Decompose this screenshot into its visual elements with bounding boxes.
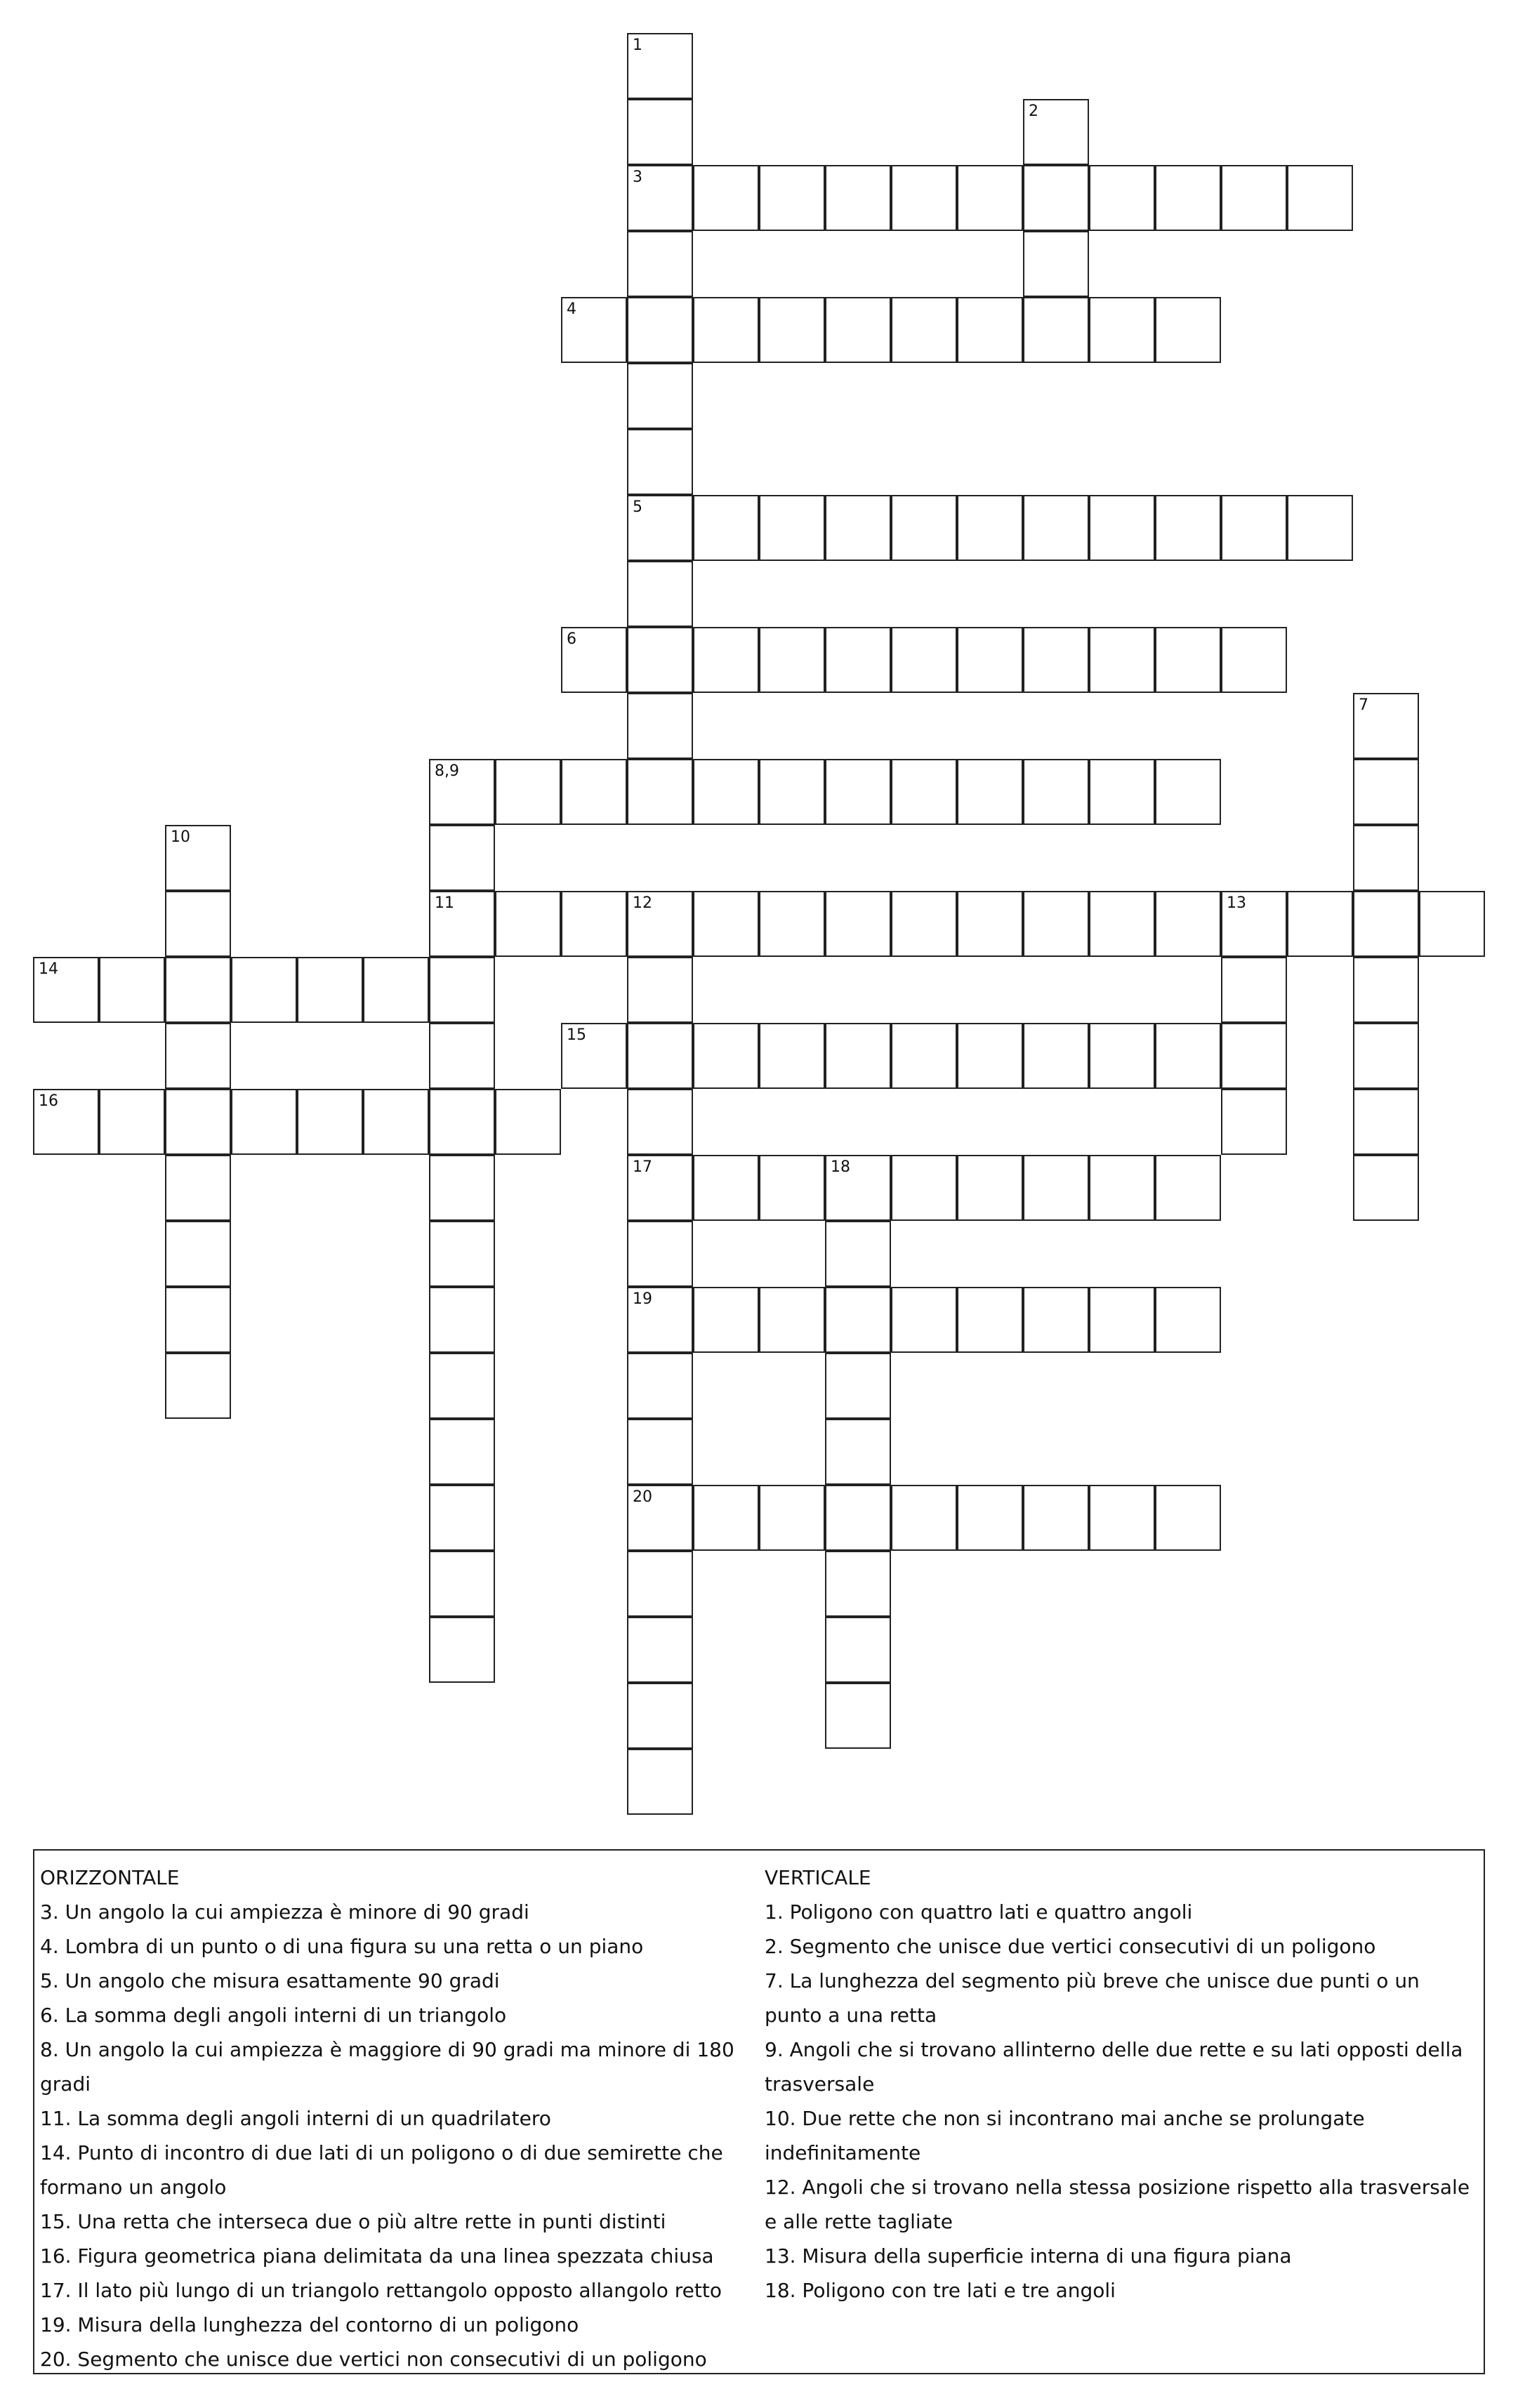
- crossword-cell[interactable]: [825, 1485, 891, 1551]
- clue-number: 5: [633, 498, 642, 516]
- clue-number: 17: [633, 1158, 652, 1176]
- across-clue: 3. Un angolo la cui ampiezza è minore di 90 gradi: [40, 1900, 529, 1924]
- crossword-cell[interactable]: [429, 891, 495, 957]
- crossword-cell[interactable]: [825, 1155, 891, 1221]
- crossword-cell[interactable]: [825, 165, 891, 231]
- across-clue: 20. Segmento che unisce due vertici non consecutivi di un poligono: [40, 2348, 707, 2371]
- across-clue: 5. Un angolo che misura esattamente 90 gradi: [40, 1969, 500, 1992]
- crossword-cell[interactable]: [231, 1089, 297, 1155]
- crossword-cell[interactable]: [759, 1485, 825, 1551]
- crossword-cell[interactable]: [759, 165, 825, 231]
- crossword-cell[interactable]: [1353, 1089, 1419, 1155]
- crossword-cell[interactable]: [1155, 165, 1221, 231]
- crossword-cell[interactable]: [957, 495, 1023, 561]
- crossword-cell[interactable]: [165, 891, 231, 957]
- crossword-cell[interactable]: [1221, 627, 1287, 693]
- crossword-cell[interactable]: [429, 1023, 495, 1089]
- crossword-cell[interactable]: [1023, 1485, 1089, 1551]
- crossword-cell[interactable]: [693, 165, 759, 231]
- crossword-cell[interactable]: [759, 759, 825, 825]
- down-clue: 7. La lunghezza del segmento più breve che unisce due punti o un punto a una retta: [765, 1969, 1420, 2027]
- crossword-cell[interactable]: [1353, 891, 1419, 957]
- crossword-cell[interactable]: [429, 1287, 495, 1353]
- crossword-cell[interactable]: [429, 825, 495, 891]
- crossword-cell[interactable]: [429, 1551, 495, 1617]
- crossword-cell[interactable]: [693, 759, 759, 825]
- crossword-cell[interactable]: [561, 627, 627, 693]
- crossword-cell[interactable]: [825, 1023, 891, 1089]
- crossword-cell[interactable]: [825, 297, 891, 363]
- clue-number: 4: [567, 300, 576, 318]
- crossword-cell[interactable]: [1221, 495, 1287, 561]
- crossword-cell[interactable]: [1155, 1155, 1221, 1221]
- crossword-cell[interactable]: [1353, 759, 1419, 825]
- crossword-cell[interactable]: [1089, 297, 1155, 363]
- crossword-cell[interactable]: [561, 891, 627, 957]
- down-clue: 18. Poligono con tre lati e tre angoli: [765, 2279, 1116, 2302]
- across-heading: ORIZZONTALE: [40, 1866, 180, 1889]
- crossword-cell[interactable]: [1155, 495, 1221, 561]
- crossword-cell[interactable]: [561, 1023, 627, 1089]
- crossword-cell[interactable]: [957, 891, 1023, 957]
- clue-number: 3: [633, 168, 642, 186]
- crossword-cell[interactable]: [495, 891, 561, 957]
- crossword-cell[interactable]: [627, 627, 693, 693]
- crossword-cell[interactable]: [627, 33, 693, 99]
- crossword-cell[interactable]: [165, 1287, 231, 1353]
- crossword-cell[interactable]: [561, 759, 627, 825]
- crossword-cell[interactable]: [1155, 1485, 1221, 1551]
- crossword-cell[interactable]: [1023, 1155, 1089, 1221]
- crossword-cell[interactable]: [759, 627, 825, 693]
- crossword-cell[interactable]: [1221, 1089, 1287, 1155]
- crossword-cell[interactable]: [627, 1089, 693, 1155]
- crossword-cell[interactable]: [429, 1353, 495, 1419]
- down-clues: [765, 1860, 1474, 2308]
- crossword-cell[interactable]: [627, 1155, 693, 1221]
- down-clue: 13. Misura della superficie interna di una figura piana: [765, 2244, 1292, 2268]
- clue-number: 20: [633, 1488, 652, 1506]
- clue-number: 10: [171, 828, 190, 846]
- crossword-cell[interactable]: [1287, 165, 1353, 231]
- crossword-cell[interactable]: [825, 495, 891, 561]
- crossword-cell[interactable]: [627, 957, 693, 1023]
- crossword-cell[interactable]: [429, 759, 495, 825]
- crossword-cell[interactable]: [693, 1155, 759, 1221]
- crossword-cell[interactable]: [825, 1353, 891, 1419]
- crossword-cell[interactable]: [759, 1023, 825, 1089]
- crossword-cell[interactable]: [429, 1485, 495, 1551]
- crossword-cell[interactable]: [825, 627, 891, 693]
- crossword-cell[interactable]: [495, 1089, 561, 1155]
- crossword-cell[interactable]: [1023, 165, 1089, 231]
- crossword-cell[interactable]: [429, 1089, 495, 1155]
- crossword-cell[interactable]: [165, 1221, 231, 1287]
- crossword-cell[interactable]: [1353, 957, 1419, 1023]
- crossword-cell[interactable]: [825, 1551, 891, 1617]
- crossword-cell[interactable]: [891, 165, 957, 231]
- crossword-cell[interactable]: [627, 1485, 693, 1551]
- crossword-cell[interactable]: [231, 957, 297, 1023]
- crossword-cell[interactable]: [1023, 297, 1089, 363]
- crossword-cell[interactable]: [759, 297, 825, 363]
- clue-number: 11: [435, 894, 454, 912]
- across-clue: 16. Figura geometrica piana delimitata da una linea spezzata chiusa: [40, 2244, 714, 2268]
- crossword-cell[interactable]: [1287, 891, 1353, 957]
- crossword-cell[interactable]: [1023, 627, 1089, 693]
- down-heading: VERTICALE: [765, 1866, 871, 1889]
- crossword-cell[interactable]: [627, 891, 693, 957]
- crossword-cell[interactable]: [627, 1221, 693, 1287]
- crossword-cell[interactable]: [165, 1089, 231, 1155]
- crossword-cell[interactable]: [825, 1221, 891, 1287]
- crossword-cell[interactable]: [891, 1155, 957, 1221]
- crossword-cell[interactable]: [957, 1485, 1023, 1551]
- crossword-cell[interactable]: [627, 759, 693, 825]
- crossword-cell[interactable]: [627, 165, 693, 231]
- crossword-cell[interactable]: [891, 495, 957, 561]
- crossword-cell[interactable]: [165, 1353, 231, 1419]
- crossword-cell[interactable]: [1089, 1155, 1155, 1221]
- crossword-cell[interactable]: [825, 759, 891, 825]
- crossword-cell[interactable]: [1221, 1023, 1287, 1089]
- crossword-cell[interactable]: [891, 1287, 957, 1353]
- down-clue: 2. Segmento che unisce due vertici consecutivi di un poligono: [765, 1935, 1376, 1958]
- crossword-cell[interactable]: [693, 297, 759, 363]
- crossword-cell[interactable]: [33, 957, 99, 1023]
- crossword-cell[interactable]: [627, 1551, 693, 1617]
- crossword-cell[interactable]: [627, 429, 693, 495]
- across-clue: 6. La somma degli angoli interni di un triangolo: [40, 2004, 507, 2027]
- crossword-cell[interactable]: [561, 297, 627, 363]
- crossword-cell[interactable]: [627, 231, 693, 297]
- crossword-cell[interactable]: [957, 297, 1023, 363]
- crossword-cell[interactable]: [627, 693, 693, 759]
- crossword-cell[interactable]: [1089, 495, 1155, 561]
- crossword-cell[interactable]: [1419, 891, 1485, 957]
- crossword-cell[interactable]: [957, 627, 1023, 693]
- crossword-cell[interactable]: [1155, 1287, 1221, 1353]
- across-clue: 11. La somma degli angoli interni di un quadrilatero: [40, 2107, 551, 2130]
- crossword-cell[interactable]: [627, 561, 693, 627]
- across-clues: [40, 1860, 763, 2376]
- clues-box: [33, 1849, 1485, 2374]
- crossword-cell[interactable]: [693, 1485, 759, 1551]
- crossword-cell[interactable]: [33, 1089, 99, 1155]
- crossword-cell[interactable]: [825, 1287, 891, 1353]
- crossword-cell[interactable]: [627, 1353, 693, 1419]
- crossword-cell[interactable]: [627, 1617, 693, 1683]
- crossword-cell[interactable]: [1089, 165, 1155, 231]
- crossword-cell[interactable]: [297, 1089, 363, 1155]
- crossword-cell[interactable]: [297, 957, 363, 1023]
- across-clue: 14. Punto di incontro di due lati di un poligono o di due semirette che formano un angolo: [40, 2141, 723, 2199]
- crossword-cell[interactable]: [759, 1155, 825, 1221]
- crossword-cell[interactable]: [1023, 1287, 1089, 1353]
- crossword-cell[interactable]: [1089, 1023, 1155, 1089]
- crossword-cell[interactable]: [363, 1089, 429, 1155]
- crossword-cell[interactable]: [1089, 1287, 1155, 1353]
- crossword-cell[interactable]: [693, 1023, 759, 1089]
- crossword-cell[interactable]: [627, 99, 693, 165]
- crossword-cell[interactable]: [1221, 165, 1287, 231]
- crossword-cell[interactable]: [495, 759, 561, 825]
- crossword-cell[interactable]: [693, 495, 759, 561]
- crossword-cell[interactable]: [693, 891, 759, 957]
- crossword-cell[interactable]: [891, 1485, 957, 1551]
- clue-number: 6: [567, 630, 576, 648]
- down-clue: 12. Angoli che si trovano nella stessa posizione rispetto alla trasversale e alle rette tagliate: [765, 2176, 1470, 2233]
- crossword-cell[interactable]: [165, 1023, 231, 1089]
- crossword-cell[interactable]: [1023, 1023, 1089, 1089]
- crossword-cell[interactable]: [1287, 495, 1353, 561]
- clue-number: 2: [1029, 102, 1038, 120]
- crossword-cell[interactable]: [891, 759, 957, 825]
- crossword-cell[interactable]: [759, 495, 825, 561]
- crossword-cell[interactable]: [429, 1419, 495, 1485]
- clue-number: 12: [633, 894, 652, 912]
- down-clue: 10. Due rette che non si incontrano mai anche se prolungate indefinitamente: [765, 2107, 1365, 2164]
- crossword-cell[interactable]: [627, 363, 693, 429]
- crossword-cell[interactable]: [627, 297, 693, 363]
- crossword-cell[interactable]: [825, 1617, 891, 1683]
- crossword-cell[interactable]: [627, 495, 693, 561]
- crossword-cell[interactable]: [957, 1023, 1023, 1089]
- clue-number: 16: [39, 1092, 58, 1110]
- across-clue: 15. Una retta che interseca due o più altre rette in punti distinti: [40, 2210, 666, 2233]
- crossword-cell[interactable]: [1221, 957, 1287, 1023]
- across-clue: 19. Misura della lunghezza del contorno di un poligono: [40, 2313, 579, 2336]
- clue-number: 19: [633, 1290, 652, 1308]
- clue-number: 14: [39, 960, 58, 978]
- crossword-cell[interactable]: [1353, 1023, 1419, 1089]
- crossword-cell[interactable]: [1155, 627, 1221, 693]
- crossword-cell[interactable]: [957, 165, 1023, 231]
- crossword-cell[interactable]: [759, 1287, 825, 1353]
- clue-number: 7: [1359, 696, 1368, 714]
- crossword-cell[interactable]: [165, 1155, 231, 1221]
- crossword-cell[interactable]: [693, 1287, 759, 1353]
- clue-number: 1: [633, 37, 642, 54]
- crossword-cell[interactable]: [891, 1023, 957, 1089]
- crossword-cell[interactable]: [825, 1419, 891, 1485]
- crossword-cell[interactable]: [627, 1287, 693, 1353]
- crossword-cell[interactable]: [891, 297, 957, 363]
- crossword-cell[interactable]: [1353, 693, 1419, 759]
- crossword-cell[interactable]: [1089, 891, 1155, 957]
- crossword-cell[interactable]: [429, 957, 495, 1023]
- crossword-cell[interactable]: [1353, 1155, 1419, 1221]
- clue-number: 13: [1227, 894, 1246, 912]
- crossword-cell[interactable]: [1155, 759, 1221, 825]
- crossword-cell[interactable]: [627, 1419, 693, 1485]
- crossword-cell[interactable]: [1155, 891, 1221, 957]
- crossword-cell[interactable]: [1023, 99, 1089, 165]
- down-clue: 9. Angoli che si trovano allinterno delle due rette e su lati opposti della trasversale: [765, 2038, 1463, 2096]
- clue-number: 18: [831, 1158, 850, 1176]
- crossword-cell[interactable]: [429, 1221, 495, 1287]
- across-clue: 8. Un angolo la cui ampiezza è maggiore di 90 gradi ma minore di 180 gradi: [40, 2038, 734, 2096]
- across-clue: 4. Lombra di un punto o di una figura su una retta o un piano: [40, 1935, 644, 1958]
- crossword-cell[interactable]: [165, 825, 231, 891]
- crossword-cell[interactable]: [1221, 891, 1287, 957]
- crossword-cell[interactable]: [1353, 825, 1419, 891]
- crossword-cell[interactable]: [1155, 297, 1221, 363]
- crossword-cell[interactable]: [759, 891, 825, 957]
- crossword-cell[interactable]: [1023, 891, 1089, 957]
- clue-number: 15: [567, 1026, 586, 1044]
- crossword-cell[interactable]: [957, 1287, 1023, 1353]
- crossword-cell[interactable]: [1089, 1485, 1155, 1551]
- crossword-cell[interactable]: [1023, 231, 1089, 297]
- crossword-cell[interactable]: [99, 1089, 165, 1155]
- crossword-cell[interactable]: [363, 957, 429, 1023]
- crossword-cell[interactable]: [825, 891, 891, 957]
- crossword-cell[interactable]: [1089, 627, 1155, 693]
- crossword-cell[interactable]: [693, 627, 759, 693]
- crossword-cell[interactable]: [429, 1155, 495, 1221]
- crossword-cell[interactable]: [1155, 1023, 1221, 1089]
- crossword-cell[interactable]: [165, 957, 231, 1023]
- crossword-cell[interactable]: [891, 891, 957, 957]
- crossword-cell[interactable]: [1023, 495, 1089, 561]
- crossword-cell[interactable]: [891, 627, 957, 693]
- crossword-cell[interactable]: [957, 1155, 1023, 1221]
- clue-number: 8,9: [435, 762, 459, 780]
- across-clue: 17. Il lato più lungo di un triangolo rettangolo opposto allangolo retto: [40, 2279, 722, 2302]
- crossword-cell[interactable]: [627, 1023, 693, 1089]
- crossword-cell[interactable]: [627, 1749, 693, 1815]
- crossword-cell[interactable]: [627, 1683, 693, 1749]
- crossword-cell[interactable]: [957, 759, 1023, 825]
- crossword-cell[interactable]: [1023, 759, 1089, 825]
- crossword-cell[interactable]: [429, 1617, 495, 1683]
- crossword-cell[interactable]: [99, 957, 165, 1023]
- crossword-cell[interactable]: [1089, 759, 1155, 825]
- down-clue: 1. Poligono con quattro lati e quattro angoli: [765, 1900, 1193, 1924]
- crossword-cell[interactable]: [825, 1683, 891, 1749]
